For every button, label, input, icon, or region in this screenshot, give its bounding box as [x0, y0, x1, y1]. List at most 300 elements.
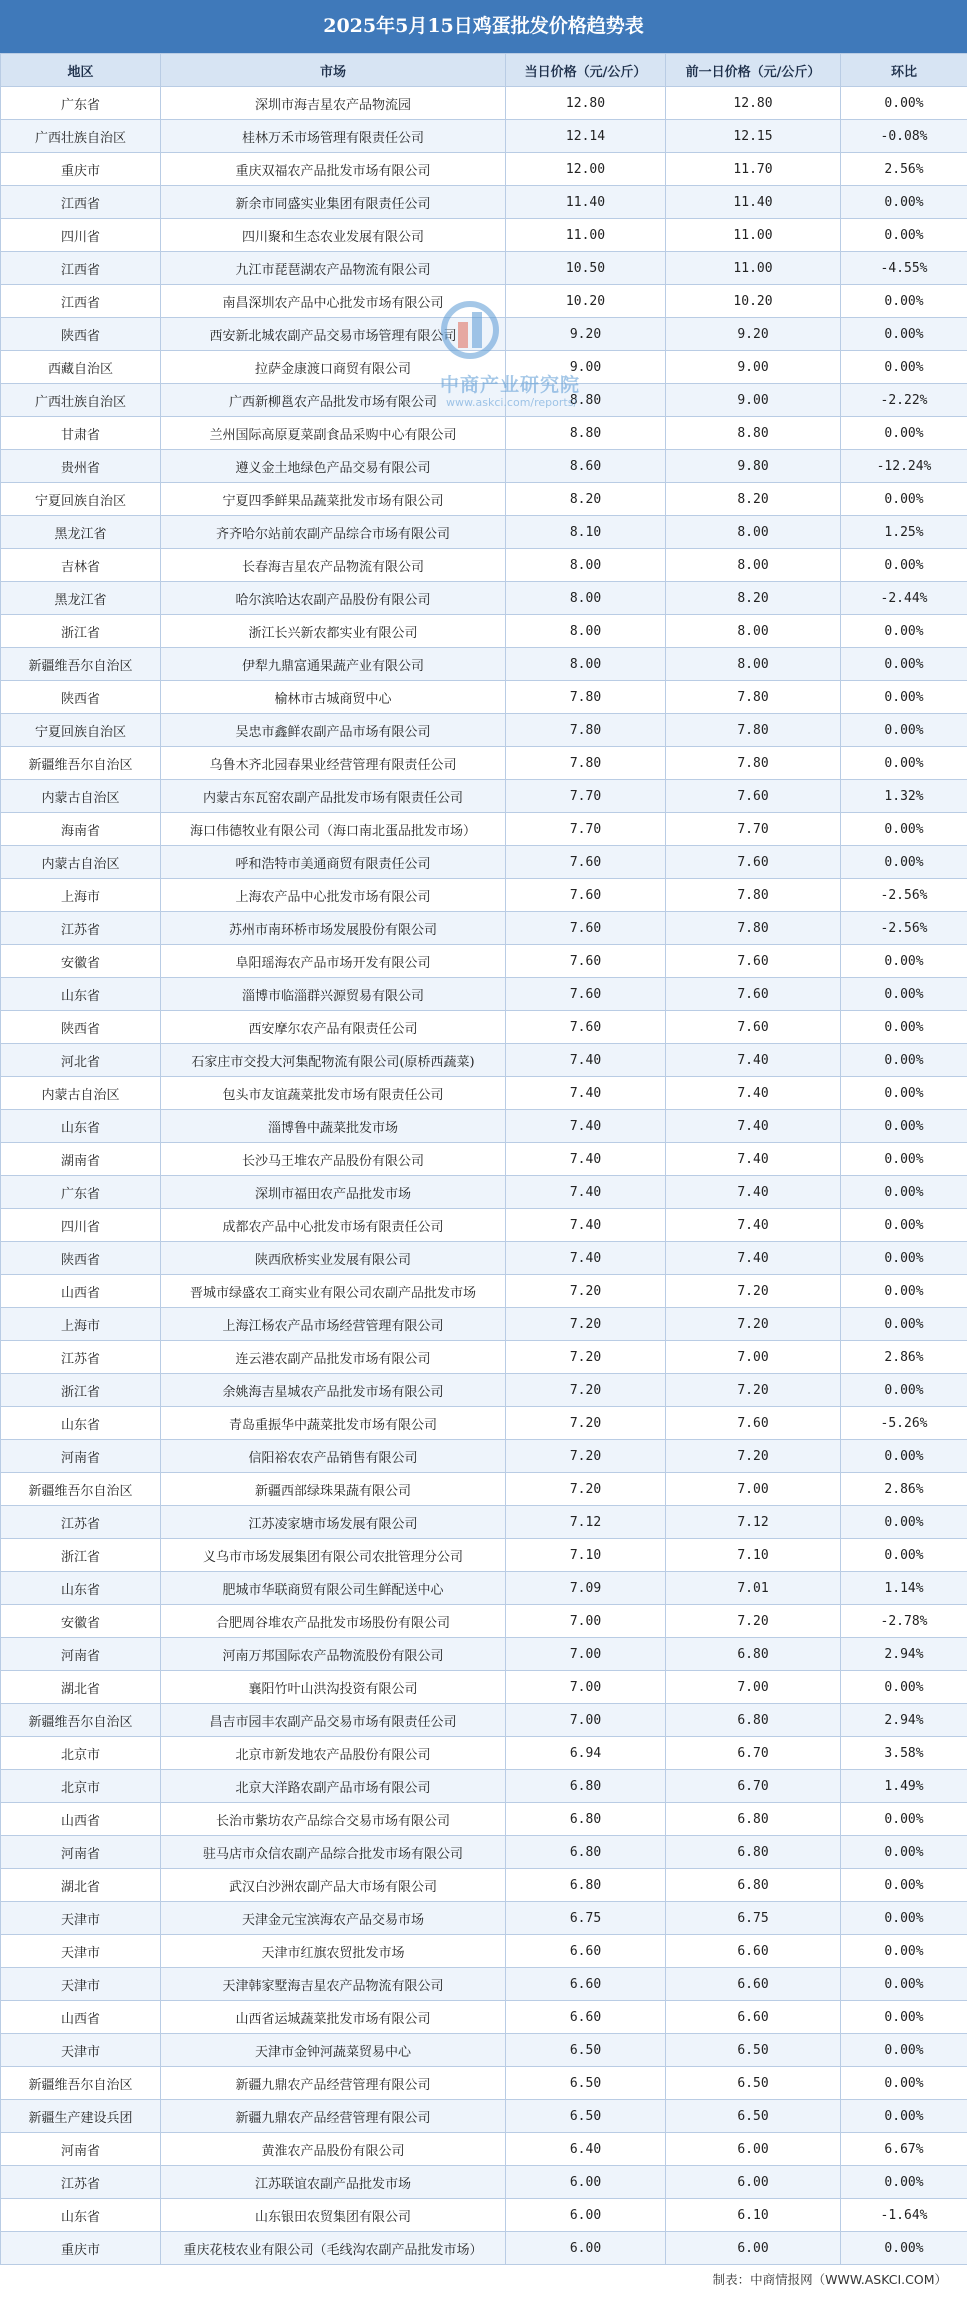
cell-region: 山东省 — [1, 1110, 161, 1143]
cell-today-price: 7.00 — [506, 1638, 666, 1671]
cell-prev-price: 8.00 — [666, 516, 841, 549]
cell-prev-price: 7.80 — [666, 681, 841, 714]
cell-prev-price: 11.00 — [666, 252, 841, 285]
cell-change: -2.44% — [841, 582, 967, 615]
cell-change: 0.00% — [841, 1968, 967, 2001]
cell-today-price: 10.50 — [506, 252, 666, 285]
table-row — [1, 2166, 967, 2199]
cell-change: 0.00% — [841, 2001, 967, 2034]
cell-market: 驻马店市众信农副产品综合批发市场有限公司 — [161, 1836, 506, 1869]
cell-region: 新疆维吾尔自治区 — [1, 648, 161, 681]
cell-today-price: 7.60 — [506, 912, 666, 945]
cell-market: 包头市友谊蔬菜批发市场有限责任公司 — [161, 1077, 506, 1110]
table-row — [1, 417, 967, 450]
cell-market: 江苏联谊农副产品批发市场 — [161, 2166, 506, 2199]
cell-market: 重庆花枝农业有限公司（毛线沟农副产品批发市场） — [161, 2232, 506, 2265]
table-row — [1, 1440, 967, 1473]
cell-today-price: 6.60 — [506, 2001, 666, 2034]
table-row — [1, 318, 967, 351]
table-row — [1, 747, 967, 780]
cell-prev-price: 6.80 — [666, 1869, 841, 1902]
cell-change: 0.00% — [841, 186, 967, 219]
cell-prev-price: 6.50 — [666, 2034, 841, 2067]
cell-region: 浙江省 — [1, 615, 161, 648]
cell-market: 淄博鲁中蔬菜批发市场 — [161, 1110, 506, 1143]
cell-today-price: 6.80 — [506, 1770, 666, 1803]
cell-prev-price: 7.20 — [666, 1308, 841, 1341]
cell-region: 湖北省 — [1, 1671, 161, 1704]
cell-prev-price: 6.50 — [666, 2067, 841, 2100]
cell-prev-price: 7.12 — [666, 1506, 841, 1539]
cell-change: 0.00% — [841, 1308, 967, 1341]
cell-today-price: 7.20 — [506, 1374, 666, 1407]
cell-region: 天津市 — [1, 1968, 161, 2001]
cell-prev-price: 7.20 — [666, 1374, 841, 1407]
cell-region: 西藏自治区 — [1, 351, 161, 384]
table-row — [1, 879, 967, 912]
cell-prev-price: 7.60 — [666, 978, 841, 1011]
cell-today-price: 6.75 — [506, 1902, 666, 1935]
cell-market: 襄阳竹叶山洪沟投资有限公司 — [161, 1671, 506, 1704]
cell-today-price: 8.80 — [506, 417, 666, 450]
cell-market: 桂林万禾市场管理有限责任公司 — [161, 120, 506, 153]
cell-region: 河南省 — [1, 1836, 161, 1869]
cell-market: 新疆西部绿珠果蔬有限公司 — [161, 1473, 506, 1506]
cell-region: 广西壮族自治区 — [1, 120, 161, 153]
cell-today-price: 6.60 — [506, 1968, 666, 2001]
table-row — [1, 1011, 967, 1044]
cell-market: 呼和浩特市美通商贸有限责任公司 — [161, 846, 506, 879]
cell-today-price: 7.80 — [506, 714, 666, 747]
cell-change: -4.55% — [841, 252, 967, 285]
table-row — [1, 549, 967, 582]
cell-change: 0.00% — [841, 483, 967, 516]
cell-change: 0.00% — [841, 1242, 967, 1275]
cell-region: 内蒙古自治区 — [1, 846, 161, 879]
cell-region: 海南省 — [1, 813, 161, 846]
table-row — [1, 1473, 967, 1506]
cell-prev-price: 7.40 — [666, 1143, 841, 1176]
table-row — [1, 780, 967, 813]
header-prev-price: 前一日价格（元/公斤） — [666, 54, 841, 87]
cell-change: -12.24% — [841, 450, 967, 483]
table-row — [1, 2133, 967, 2166]
header-today-price: 当日价格（元/公斤） — [506, 54, 666, 87]
cell-market: 深圳市海吉星农产品物流园 — [161, 87, 506, 120]
table-row — [1, 483, 967, 516]
cell-today-price: 7.20 — [506, 1275, 666, 1308]
cell-market: 新余市同盛实业集团有限责任公司 — [161, 186, 506, 219]
cell-prev-price: 10.20 — [666, 285, 841, 318]
cell-today-price: 7.20 — [506, 1440, 666, 1473]
cell-change: 1.49% — [841, 1770, 967, 1803]
cell-region: 宁夏回族自治区 — [1, 714, 161, 747]
table-row — [1, 648, 967, 681]
cell-region: 江苏省 — [1, 912, 161, 945]
cell-change: 0.00% — [841, 2232, 967, 2265]
cell-prev-price: 7.60 — [666, 846, 841, 879]
cell-change: -2.56% — [841, 879, 967, 912]
cell-market: 淄博市临淄群兴源贸易有限公司 — [161, 978, 506, 1011]
cell-prev-price: 7.80 — [666, 912, 841, 945]
cell-prev-price: 7.40 — [666, 1176, 841, 1209]
table-row — [1, 1770, 967, 1803]
table-row — [1, 351, 967, 384]
cell-change: 0.00% — [841, 945, 967, 978]
cell-prev-price: 12.15 — [666, 120, 841, 153]
table-row — [1, 2001, 967, 2034]
cell-today-price: 9.20 — [506, 318, 666, 351]
cell-change: 0.00% — [841, 747, 967, 780]
table-row — [1, 1605, 967, 1638]
cell-market: 长春海吉星农产品物流有限公司 — [161, 549, 506, 582]
cell-prev-price: 7.00 — [666, 1341, 841, 1374]
cell-region: 山东省 — [1, 978, 161, 1011]
cell-market: 合肥周谷堆农产品批发市场股份有限公司 — [161, 1605, 506, 1638]
cell-market: 苏州市南环桥市场发展股份有限公司 — [161, 912, 506, 945]
cell-market: 天津市金钟河蔬菜贸易中心 — [161, 2034, 506, 2067]
cell-region: 陕西省 — [1, 681, 161, 714]
cell-change: 0.00% — [841, 1143, 967, 1176]
cell-prev-price: 11.40 — [666, 186, 841, 219]
cell-today-price: 7.40 — [506, 1176, 666, 1209]
cell-region: 北京市 — [1, 1770, 161, 1803]
cell-region: 江西省 — [1, 186, 161, 219]
table-row — [1, 2067, 967, 2100]
cell-change: 0.00% — [841, 285, 967, 318]
cell-prev-price: 6.60 — [666, 2001, 841, 2034]
cell-today-price: 8.10 — [506, 516, 666, 549]
table-row — [1, 1902, 967, 1935]
table-row — [1, 1836, 967, 1869]
cell-region: 陕西省 — [1, 1011, 161, 1044]
cell-today-price: 7.60 — [506, 1011, 666, 1044]
cell-change: 2.86% — [841, 1473, 967, 1506]
egg-price-table — [0, 53, 967, 2265]
cell-today-price: 7.12 — [506, 1506, 666, 1539]
cell-today-price: 7.70 — [506, 813, 666, 846]
cell-market: 青岛重振华中蔬菜批发市场有限公司 — [161, 1407, 506, 1440]
cell-today-price: 9.00 — [506, 351, 666, 384]
cell-change: 0.00% — [841, 1374, 967, 1407]
cell-change: 0.00% — [841, 1539, 967, 1572]
cell-prev-price: 7.01 — [666, 1572, 841, 1605]
cell-today-price: 6.00 — [506, 2166, 666, 2199]
cell-prev-price: 9.80 — [666, 450, 841, 483]
cell-prev-price: 7.00 — [666, 1671, 841, 1704]
cell-today-price: 8.00 — [506, 549, 666, 582]
cell-prev-price: 7.80 — [666, 714, 841, 747]
cell-today-price: 7.60 — [506, 846, 666, 879]
table-row — [1, 615, 967, 648]
cell-region: 广东省 — [1, 87, 161, 120]
cell-market: 义乌市市场发展集团有限公司农批管理分公司 — [161, 1539, 506, 1572]
table-row — [1, 1275, 967, 1308]
cell-change: 0.00% — [841, 1869, 967, 1902]
cell-change: 2.86% — [841, 1341, 967, 1374]
cell-prev-price: 6.00 — [666, 2133, 841, 2166]
cell-region: 四川省 — [1, 219, 161, 252]
cell-prev-price: 6.60 — [666, 1935, 841, 1968]
cell-today-price: 6.80 — [506, 1836, 666, 1869]
cell-region: 江苏省 — [1, 1341, 161, 1374]
cell-region: 山东省 — [1, 2199, 161, 2232]
cell-change: 0.00% — [841, 1209, 967, 1242]
cell-today-price: 7.40 — [506, 1209, 666, 1242]
cell-today-price: 7.60 — [506, 978, 666, 1011]
cell-region: 甘肃省 — [1, 417, 161, 450]
cell-change: 1.25% — [841, 516, 967, 549]
cell-region: 天津市 — [1, 1902, 161, 1935]
cell-region: 新疆生产建设兵团 — [1, 2100, 161, 2133]
cell-change: 0.00% — [841, 1077, 967, 1110]
table-row — [1, 219, 967, 252]
cell-prev-price: 6.10 — [666, 2199, 841, 2232]
cell-market: 阜阳瑶海农产品市场开发有限公司 — [161, 945, 506, 978]
cell-market: 南昌深圳农产品中心批发市场有限公司 — [161, 285, 506, 318]
cell-region: 重庆市 — [1, 2232, 161, 2265]
cell-region: 江西省 — [1, 252, 161, 285]
cell-today-price: 7.20 — [506, 1473, 666, 1506]
cell-change: 0.00% — [841, 87, 967, 120]
cell-region: 黑龙江省 — [1, 582, 161, 615]
cell-region: 内蒙古自治区 — [1, 780, 161, 813]
cell-today-price: 6.00 — [506, 2232, 666, 2265]
cell-prev-price: 6.70 — [666, 1770, 841, 1803]
cell-today-price: 7.20 — [506, 1308, 666, 1341]
cell-market: 晋城市绿盛农工商实业有限公司农副产品批发市场 — [161, 1275, 506, 1308]
table-row — [1, 582, 967, 615]
cell-today-price: 8.80 — [506, 384, 666, 417]
cell-prev-price: 6.00 — [666, 2232, 841, 2265]
cell-today-price: 8.00 — [506, 615, 666, 648]
table-row — [1, 1143, 967, 1176]
cell-change: 0.00% — [841, 1506, 967, 1539]
table-row — [1, 1374, 967, 1407]
cell-today-price: 7.80 — [506, 747, 666, 780]
cell-change: -2.78% — [841, 1605, 967, 1638]
cell-prev-price: 7.20 — [666, 1605, 841, 1638]
cell-market: 西安摩尔农产品有限责任公司 — [161, 1011, 506, 1044]
cell-today-price: 7.00 — [506, 1671, 666, 1704]
table-row — [1, 1341, 967, 1374]
cell-today-price: 8.00 — [506, 582, 666, 615]
table-row — [1, 1572, 967, 1605]
cell-market: 昌吉市园丰农副产品交易市场有限责任公司 — [161, 1704, 506, 1737]
table-row — [1, 2199, 967, 2232]
cell-market: 上海江杨农产品市场经营管理有限公司 — [161, 1308, 506, 1341]
cell-market: 内蒙古东瓦窑农副产品批发市场有限责任公司 — [161, 780, 506, 813]
cell-prev-price: 8.20 — [666, 483, 841, 516]
cell-prev-price: 11.70 — [666, 153, 841, 186]
table-title: 2025年5月15日鸡蛋批发价格趋势表 — [0, 0, 967, 53]
cell-prev-price: 7.40 — [666, 1242, 841, 1275]
cell-today-price: 11.00 — [506, 219, 666, 252]
table-row — [1, 1044, 967, 1077]
table-row — [1, 1638, 967, 1671]
cell-market: 海口伟德牧业有限公司（海口南北蛋品批发市场） — [161, 813, 506, 846]
cell-today-price: 7.40 — [506, 1077, 666, 1110]
cell-region: 四川省 — [1, 1209, 161, 1242]
cell-today-price: 12.14 — [506, 120, 666, 153]
table-row — [1, 2100, 967, 2133]
cell-today-price: 6.94 — [506, 1737, 666, 1770]
cell-change: 1.14% — [841, 1572, 967, 1605]
cell-today-price: 7.60 — [506, 879, 666, 912]
cell-prev-price: 7.40 — [666, 1044, 841, 1077]
cell-prev-price: 7.20 — [666, 1440, 841, 1473]
table-row — [1, 2232, 967, 2265]
table-header-row — [1, 54, 967, 87]
table-row — [1, 1539, 967, 1572]
cell-change: 0.00% — [841, 714, 967, 747]
cell-today-price: 6.50 — [506, 2034, 666, 2067]
cell-today-price: 11.40 — [506, 186, 666, 219]
cell-market: 江苏凌家塘市场发展有限公司 — [161, 1506, 506, 1539]
cell-prev-price: 8.80 — [666, 417, 841, 450]
cell-market: 重庆双福农产品批发市场有限公司 — [161, 153, 506, 186]
cell-region: 重庆市 — [1, 153, 161, 186]
cell-prev-price: 6.80 — [666, 1704, 841, 1737]
table-row — [1, 252, 967, 285]
cell-today-price: 7.40 — [506, 1242, 666, 1275]
table-row — [1, 1737, 967, 1770]
cell-change: 1.32% — [841, 780, 967, 813]
cell-market: 北京市新发地农产品股份有限公司 — [161, 1737, 506, 1770]
cell-market: 长治市紫坊农产品综合交易市场有限公司 — [161, 1803, 506, 1836]
header-change: 环比 — [841, 54, 967, 87]
cell-prev-price: 6.50 — [666, 2100, 841, 2133]
cell-prev-price: 9.00 — [666, 384, 841, 417]
cell-change: 0.00% — [841, 549, 967, 582]
cell-market: 天津金元宝滨海农产品交易市场 — [161, 1902, 506, 1935]
cell-region: 江苏省 — [1, 2166, 161, 2199]
cell-market: 黄淮农产品股份有限公司 — [161, 2133, 506, 2166]
cell-market: 信阳裕农农产品销售有限公司 — [161, 1440, 506, 1473]
cell-region: 河北省 — [1, 1044, 161, 1077]
table-row — [1, 1308, 967, 1341]
table-row — [1, 384, 967, 417]
cell-market: 武汉白沙洲农副产品大市场有限公司 — [161, 1869, 506, 1902]
cell-prev-price: 8.00 — [666, 648, 841, 681]
cell-prev-price: 11.00 — [666, 219, 841, 252]
cell-market: 兰州国际高原夏菜副食品采购中心有限公司 — [161, 417, 506, 450]
cell-change: -1.64% — [841, 2199, 967, 2232]
table-row — [1, 1506, 967, 1539]
cell-change: 0.00% — [841, 1110, 967, 1143]
cell-market: 西安新北城农副产品交易市场管理有限公司 — [161, 318, 506, 351]
cell-market: 哈尔滨哈达农副产品股份有限公司 — [161, 582, 506, 615]
cell-prev-price: 6.80 — [666, 1638, 841, 1671]
cell-change: 0.00% — [841, 318, 967, 351]
cell-market: 新疆九鼎农产品经营管理有限公司 — [161, 2100, 506, 2133]
table-row — [1, 153, 967, 186]
cell-today-price: 7.80 — [506, 681, 666, 714]
cell-today-price: 12.80 — [506, 87, 666, 120]
cell-today-price: 6.80 — [506, 1803, 666, 1836]
cell-market: 榆林市古城商贸中心 — [161, 681, 506, 714]
cell-region: 北京市 — [1, 1737, 161, 1770]
cell-market: 深圳市福田农产品批发市场 — [161, 1176, 506, 1209]
cell-market: 宁夏四季鲜果品蔬菜批发市场有限公司 — [161, 483, 506, 516]
cell-today-price: 7.20 — [506, 1407, 666, 1440]
cell-change: -2.22% — [841, 384, 967, 417]
table-row — [1, 714, 967, 747]
cell-today-price: 6.80 — [506, 1869, 666, 1902]
cell-change: 3.58% — [841, 1737, 967, 1770]
cell-today-price: 6.40 — [506, 2133, 666, 2166]
cell-prev-price: 7.20 — [666, 1275, 841, 1308]
cell-region: 陕西省 — [1, 318, 161, 351]
cell-prev-price: 6.75 — [666, 1902, 841, 1935]
cell-change: 0.00% — [841, 1275, 967, 1308]
watermark-url: www.askci.com/reports/ — [446, 396, 578, 409]
cell-market: 伊犁九鼎富通果蔬产业有限公司 — [161, 648, 506, 681]
table-row — [1, 1803, 967, 1836]
cell-market: 四川聚和生态农业发展有限公司 — [161, 219, 506, 252]
table-row — [1, 1704, 967, 1737]
table-row — [1, 450, 967, 483]
cell-region: 广西壮族自治区 — [1, 384, 161, 417]
cell-today-price: 8.60 — [506, 450, 666, 483]
cell-prev-price: 7.60 — [666, 1407, 841, 1440]
cell-prev-price: 7.40 — [666, 1209, 841, 1242]
cell-region: 新疆维吾尔自治区 — [1, 1704, 161, 1737]
cell-region: 吉林省 — [1, 549, 161, 582]
table-row — [1, 1176, 967, 1209]
cell-market: 遵义金土地绿色产品交易有限公司 — [161, 450, 506, 483]
table-row — [1, 945, 967, 978]
cell-market: 九江市琵琶湖农产品物流有限公司 — [161, 252, 506, 285]
cell-region: 湖北省 — [1, 1869, 161, 1902]
cell-prev-price: 6.00 — [666, 2166, 841, 2199]
watermark-text: 中商产业研究院 — [440, 374, 581, 396]
cell-change: 0.00% — [841, 813, 967, 846]
cell-prev-price: 7.80 — [666, 747, 841, 780]
cell-today-price: 7.60 — [506, 945, 666, 978]
cell-region: 贵州省 — [1, 450, 161, 483]
cell-today-price: 12.00 — [506, 153, 666, 186]
table-body — [1, 87, 967, 2265]
cell-change: 0.00% — [841, 2100, 967, 2133]
cell-today-price: 7.40 — [506, 1143, 666, 1176]
cell-market: 肥城市华联商贸有限公司生鲜配送中心 — [161, 1572, 506, 1605]
cell-region: 江西省 — [1, 285, 161, 318]
cell-region: 天津市 — [1, 2034, 161, 2067]
cell-prev-price: 7.40 — [666, 1110, 841, 1143]
cell-region: 山东省 — [1, 1407, 161, 1440]
cell-prev-price: 8.00 — [666, 615, 841, 648]
cell-prev-price: 7.40 — [666, 1077, 841, 1110]
cell-change: 0.00% — [841, 1935, 967, 1968]
cell-market: 石家庄市交投大河集配物流有限公司(原桥西蔬菜) — [161, 1044, 506, 1077]
cell-change: 0.00% — [841, 1011, 967, 1044]
cell-region: 安徽省 — [1, 1605, 161, 1638]
cell-prev-price: 8.00 — [666, 549, 841, 582]
table-row — [1, 87, 967, 120]
cell-change: 0.00% — [841, 615, 967, 648]
cell-prev-price: 7.10 — [666, 1539, 841, 1572]
cell-region: 河南省 — [1, 1638, 161, 1671]
cell-region: 新疆维吾尔自治区 — [1, 2067, 161, 2100]
cell-region: 湖南省 — [1, 1143, 161, 1176]
cell-change: 0.00% — [841, 2034, 967, 2067]
cell-change: 0.00% — [841, 1671, 967, 1704]
cell-market: 陕西欣桥实业发展有限公司 — [161, 1242, 506, 1275]
cell-market: 连云港农副产品批发市场有限公司 — [161, 1341, 506, 1374]
cell-region: 天津市 — [1, 1935, 161, 1968]
cell-prev-price: 6.60 — [666, 1968, 841, 2001]
